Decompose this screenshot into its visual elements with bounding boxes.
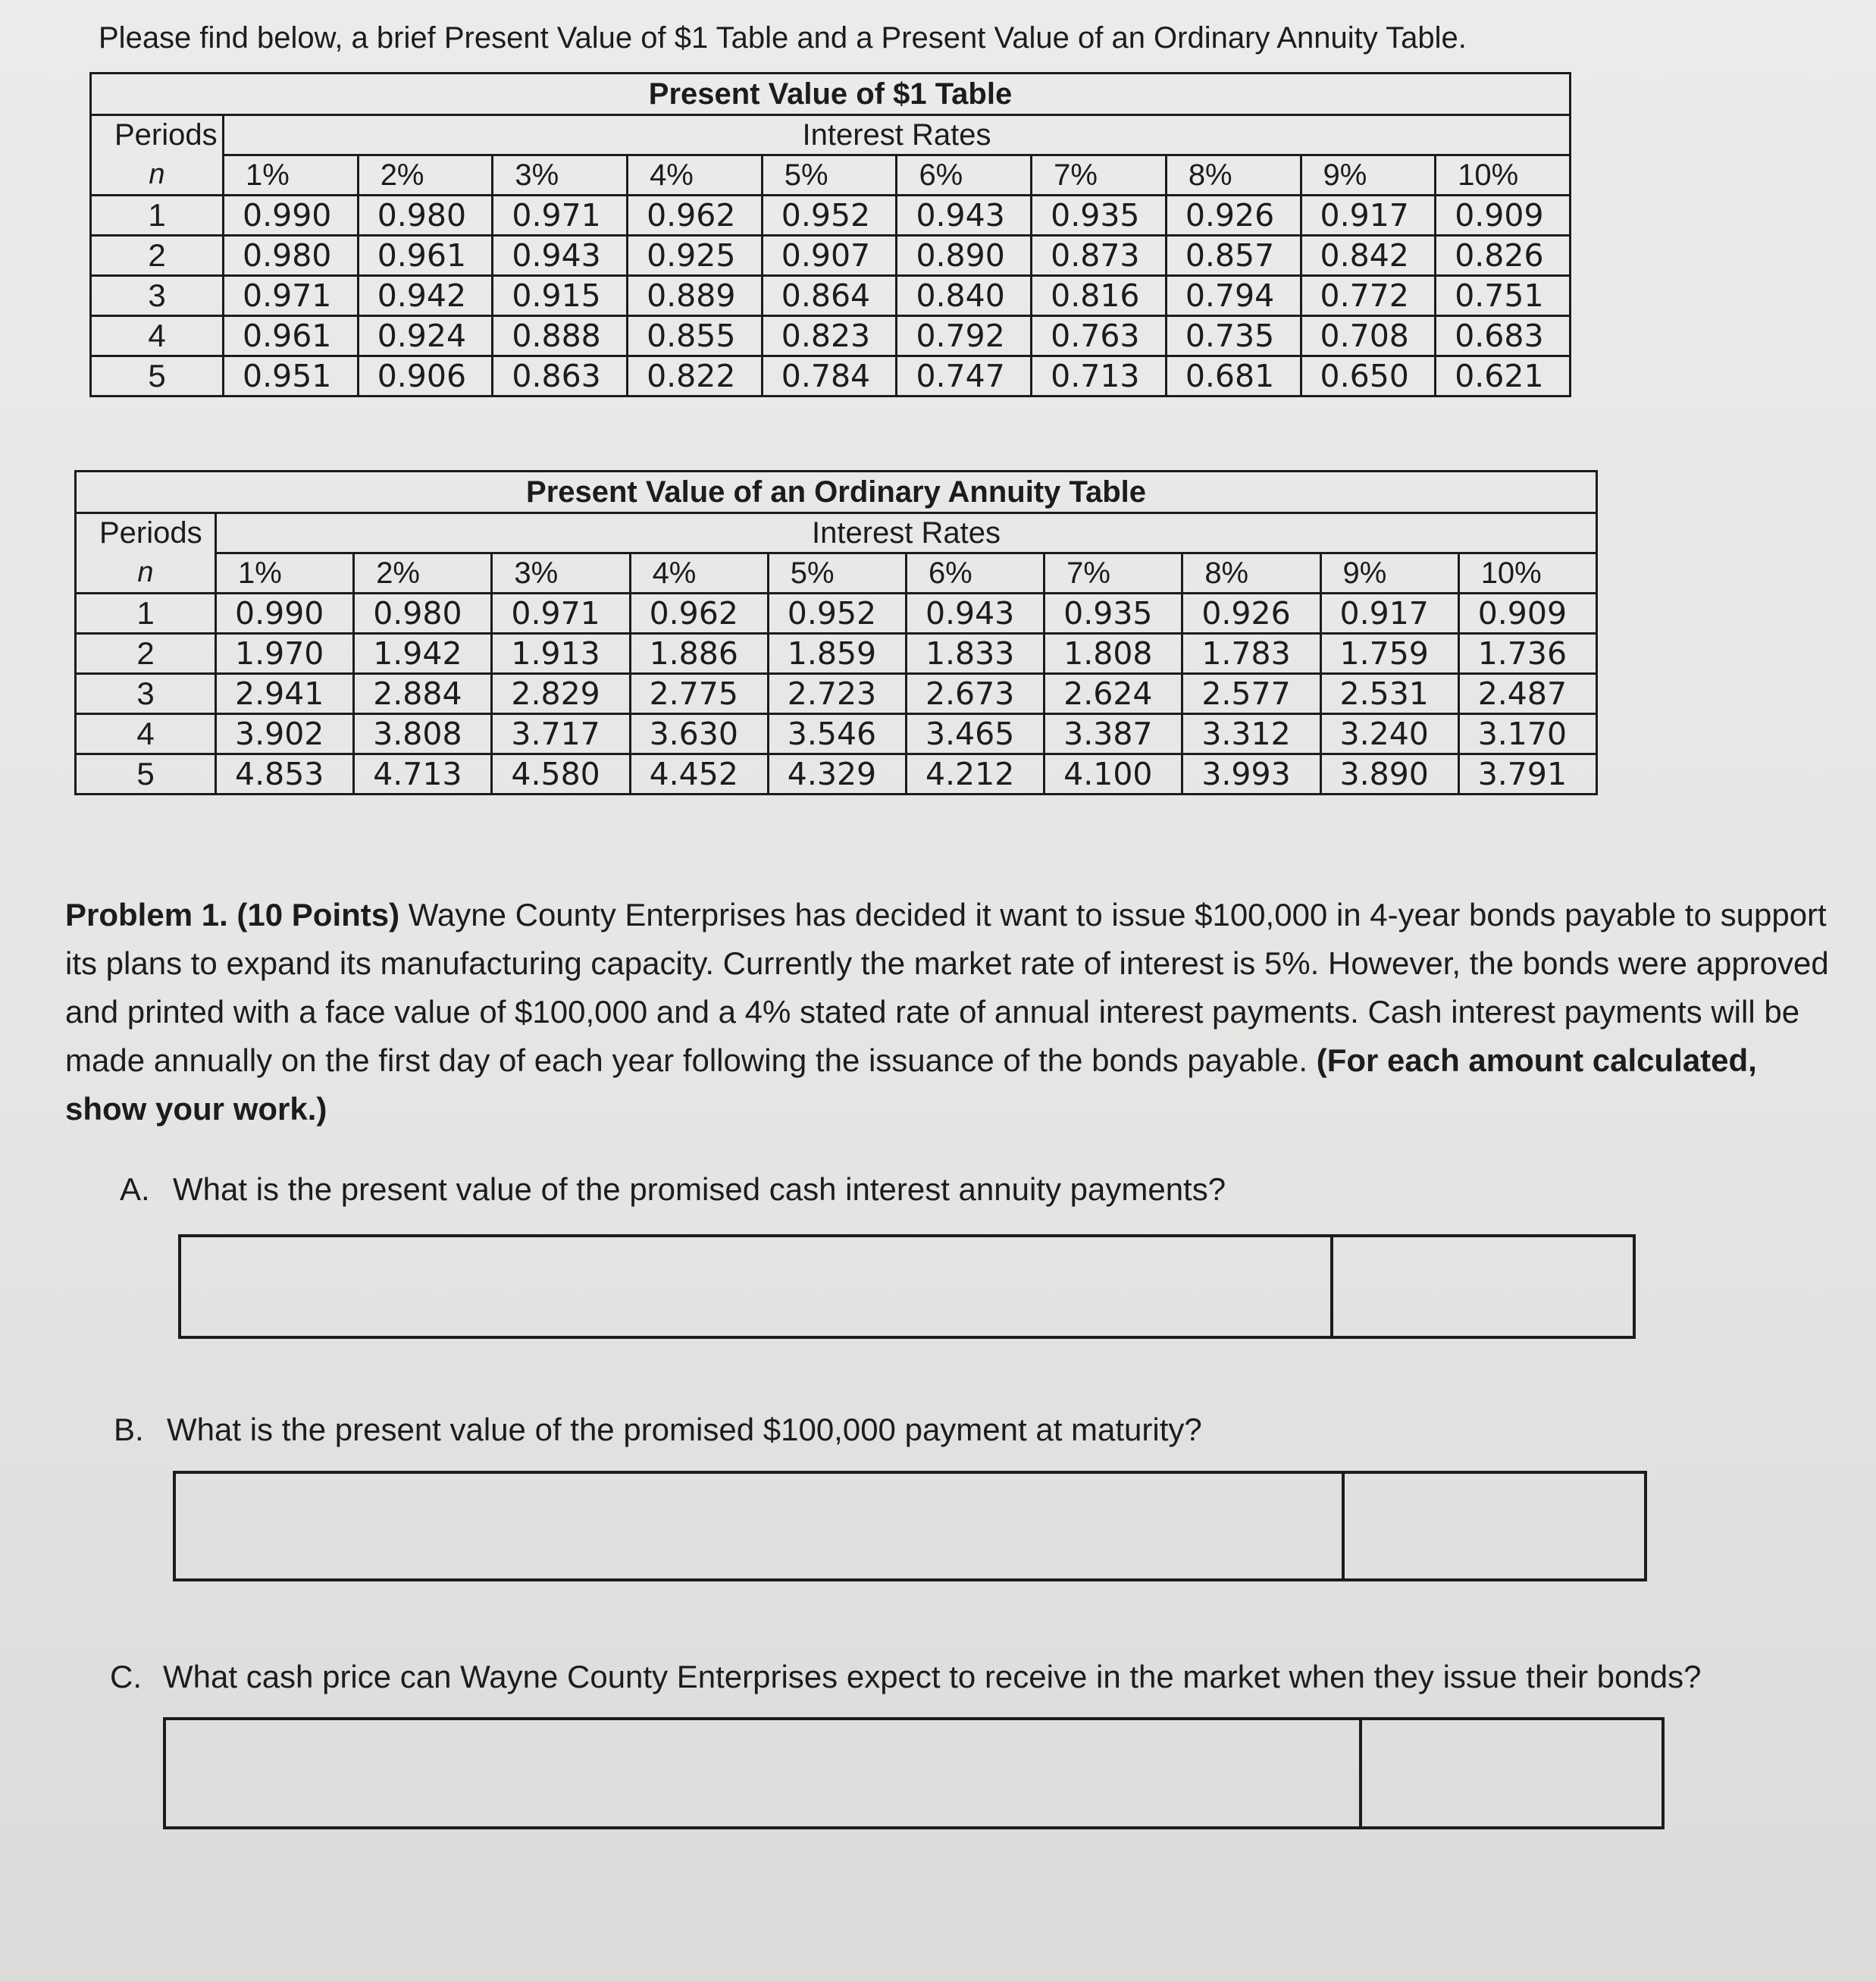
rate-header: 7% [1044,553,1182,594]
period-cell: 2 [91,236,224,276]
factor-cell: 0.961 [224,316,359,356]
factor-cell: 0.924 [358,316,493,356]
factor-cell: 4.853 [216,754,354,795]
question-b [114,1412,1202,1448]
problem-label: Problem 1. [65,897,228,933]
rate-header: 3% [492,553,630,594]
factor-cell: 0.942 [358,276,493,316]
factor-cell: 0.943 [897,196,1032,236]
factor-cell: 0.971 [224,276,359,316]
interest-rates-label: Interest Rates [224,115,1571,155]
factor-cell: 0.822 [628,356,763,397]
rate-header: 2% [354,553,492,594]
factor-cell: 0.907 [762,236,897,276]
problem-statement [65,891,1846,1133]
factor-cell: 4.580 [492,754,630,795]
question-text: What cash price can Wayne County Enterprises expect to receive in the market when they issue their bonds? [163,1659,1702,1694]
factor-cell: 2.884 [354,674,492,714]
factor-cell: 0.909 [1436,196,1571,236]
table-row [91,276,1571,316]
factor-cell: 1.942 [354,634,492,674]
factor-cell: 0.792 [897,316,1032,356]
rate-header: 8% [1182,553,1320,594]
period-cell: 3 [76,674,216,714]
factor-cell: 3.312 [1182,714,1320,754]
factor-cell: 0.681 [1166,356,1301,397]
factor-cell: 0.935 [1044,594,1182,634]
periods-label: Periods [91,115,224,155]
factor-cell: 0.816 [1032,276,1167,316]
factor-cell: 4.100 [1044,754,1182,795]
answer-amount-field[interactable] [1345,1474,1644,1578]
rate-header: 9% [1301,155,1436,196]
rate-header: 4% [628,155,763,196]
factor-cell: 0.943 [906,594,1044,634]
factor-cell: 3.717 [492,714,630,754]
factor-cell: 3.465 [906,714,1044,754]
factor-cell: 1.833 [906,634,1044,674]
factor-cell: 2.673 [906,674,1044,714]
table-row [76,634,1597,674]
factor-cell: 0.621 [1436,356,1571,397]
factor-cell: 2.624 [1044,674,1182,714]
factor-cell: 0.747 [897,356,1032,397]
factor-cell: 0.906 [358,356,493,397]
factor-cell: 0.772 [1301,276,1436,316]
factor-cell: 2.829 [492,674,630,714]
answer-work-field[interactable] [166,1720,1362,1826]
factor-cell: 4.329 [768,754,906,795]
interest-rates-label: Interest Rates [216,513,1597,553]
period-cell: 3 [91,276,224,316]
factor-cell: 0.935 [1032,196,1167,236]
problem-instruction: (For each amount calculated, show your work.) [65,1042,1757,1127]
periods-label: Periods [76,513,216,553]
factor-cell: 4.713 [354,754,492,795]
factor-cell: 0.980 [358,196,493,236]
question-letter: C. [110,1659,142,1694]
factor-cell: 0.909 [1458,594,1596,634]
factor-cell: 2.941 [216,674,354,714]
factor-cell: 0.971 [492,594,630,634]
pv-annuity-table [74,470,1598,795]
factor-cell: 1.913 [492,634,630,674]
rate-header: 6% [897,155,1032,196]
factor-cell: 0.840 [897,276,1032,316]
factor-cell: 1.970 [216,634,354,674]
factor-cell: 0.962 [628,196,763,236]
table-row [76,714,1597,754]
factor-cell: 2.723 [768,674,906,714]
rate-header: 10% [1458,553,1596,594]
factor-cell: 3.808 [354,714,492,754]
rate-header: 9% [1320,553,1458,594]
rate-header: 10% [1436,155,1571,196]
factor-cell: 0.751 [1436,276,1571,316]
factor-cell: 0.971 [493,196,628,236]
factor-cell: 0.864 [762,276,897,316]
table-row [91,316,1571,356]
period-cell: 5 [76,754,216,795]
factor-cell: 0.855 [628,316,763,356]
pv-of-1-table [89,72,1571,397]
period-cell: 2 [76,634,216,674]
factor-cell: 0.708 [1301,316,1436,356]
factor-cell: 0.980 [224,236,359,276]
table-row [76,594,1597,634]
answer-box-b[interactable] [173,1471,1647,1581]
factor-cell: 3.902 [216,714,354,754]
factor-cell: 1.783 [1182,634,1320,674]
factor-cell: 3.890 [1320,754,1458,795]
factor-cell: 3.791 [1458,754,1596,795]
factor-cell: 0.990 [224,196,359,236]
period-cell: 1 [91,196,224,236]
factor-cell: 0.842 [1301,236,1436,276]
factor-cell: 0.888 [493,316,628,356]
intro-text: Please find below, a brief Present Value of $1 Table and a Present Value of an Ordinary Annuity Table. [99,21,1467,55]
factor-cell: 0.926 [1182,594,1320,634]
factor-cell: 0.917 [1320,594,1458,634]
factor-cell: 0.943 [493,236,628,276]
period-cell: 5 [91,356,224,397]
answer-work-field[interactable] [181,1237,1333,1336]
n-label: n [76,553,216,594]
rate-header: 7% [1032,155,1167,196]
factor-cell: 0.713 [1032,356,1167,397]
n-label: n [91,155,224,196]
factor-cell: 0.952 [768,594,906,634]
period-cell: 1 [76,594,216,634]
period-cell: 4 [76,714,216,754]
factor-cell: 0.794 [1166,276,1301,316]
factor-cell: 0.890 [897,236,1032,276]
factor-cell: 1.886 [630,634,768,674]
period-cell: 4 [91,316,224,356]
factor-cell: 0.826 [1436,236,1571,276]
factor-cell: 3.170 [1458,714,1596,754]
factor-cell: 2.775 [630,674,768,714]
table-title: Present Value of an Ordinary Annuity Table [76,472,1597,513]
question-text: What is the present value of the promised $100,000 payment at maturity? [167,1412,1202,1447]
rate-header: 6% [906,553,1044,594]
factor-cell: 2.531 [1320,674,1458,714]
answer-amount-field[interactable] [1362,1720,1661,1826]
factor-cell: 2.577 [1182,674,1320,714]
table-row [91,356,1571,397]
factor-cell: 3.630 [630,714,768,754]
factor-cell: 0.784 [762,356,897,397]
rate-header: 5% [768,553,906,594]
problem-text: Wayne County Enterprises has decided it want to issue $100,000 in 4-year bonds payable to support its plans to expand its manufacturing capacity. Currently the market rate of interest is 5%. However, the bonds were approved and printed with a face value of $100,000 and a 4% stated rate of annual interest payments. Cash interest payments will be made annually on the first day of each year following the issuance of the bonds payable. [65,897,1829,1078]
factor-cell: 0.650 [1301,356,1436,397]
table-row [76,674,1597,714]
factor-cell: 0.951 [224,356,359,397]
table-row [76,754,1597,795]
factor-cell: 3.387 [1044,714,1182,754]
factor-cell: 1.759 [1320,634,1458,674]
question-text: What is the present value of the promised cash interest annuity payments? [173,1171,1226,1207]
rate-header: 1% [224,155,359,196]
factor-cell: 0.980 [354,594,492,634]
factor-cell: 0.857 [1166,236,1301,276]
factor-cell: 3.546 [768,714,906,754]
factor-cell: 0.763 [1032,316,1167,356]
rate-header: 8% [1166,155,1301,196]
question-a [120,1171,1226,1208]
factor-cell: 1.736 [1458,634,1596,674]
rate-header: 3% [493,155,628,196]
table-title: Present Value of $1 Table [91,74,1571,115]
factor-cell: 4.212 [906,754,1044,795]
rate-header: 2% [358,155,493,196]
factor-cell: 4.452 [630,754,768,795]
table-row [91,196,1571,236]
factor-cell: 3.993 [1182,754,1320,795]
question-c [110,1659,1701,1695]
rate-header: 5% [762,155,897,196]
factor-cell: 0.915 [493,276,628,316]
answer-amount-field[interactable] [1333,1237,1633,1336]
table-row [91,236,1571,276]
rate-header: 1% [216,553,354,594]
factor-cell: 0.863 [493,356,628,397]
answer-box-a[interactable] [178,1234,1636,1339]
factor-cell: 2.487 [1458,674,1596,714]
factor-cell: 0.889 [628,276,763,316]
factor-cell: 0.735 [1166,316,1301,356]
factor-cell: 1.808 [1044,634,1182,674]
factor-cell: 3.240 [1320,714,1458,754]
problem-points: (10 Points) [236,897,400,933]
question-letter: A. [120,1171,150,1207]
factor-cell: 0.683 [1436,316,1571,356]
factor-cell: 0.961 [358,236,493,276]
answer-work-field[interactable] [176,1474,1345,1578]
factor-cell: 0.962 [630,594,768,634]
factor-cell: 0.873 [1032,236,1167,276]
answer-box-c[interactable] [163,1717,1665,1829]
factor-cell: 0.823 [762,316,897,356]
factor-cell: 0.990 [216,594,354,634]
factor-cell: 0.952 [762,196,897,236]
factor-cell: 0.925 [628,236,763,276]
factor-cell: 1.859 [768,634,906,674]
factor-cell: 0.917 [1301,196,1436,236]
factor-cell: 0.926 [1166,196,1301,236]
rate-header: 4% [630,553,768,594]
question-letter: B. [114,1412,144,1447]
